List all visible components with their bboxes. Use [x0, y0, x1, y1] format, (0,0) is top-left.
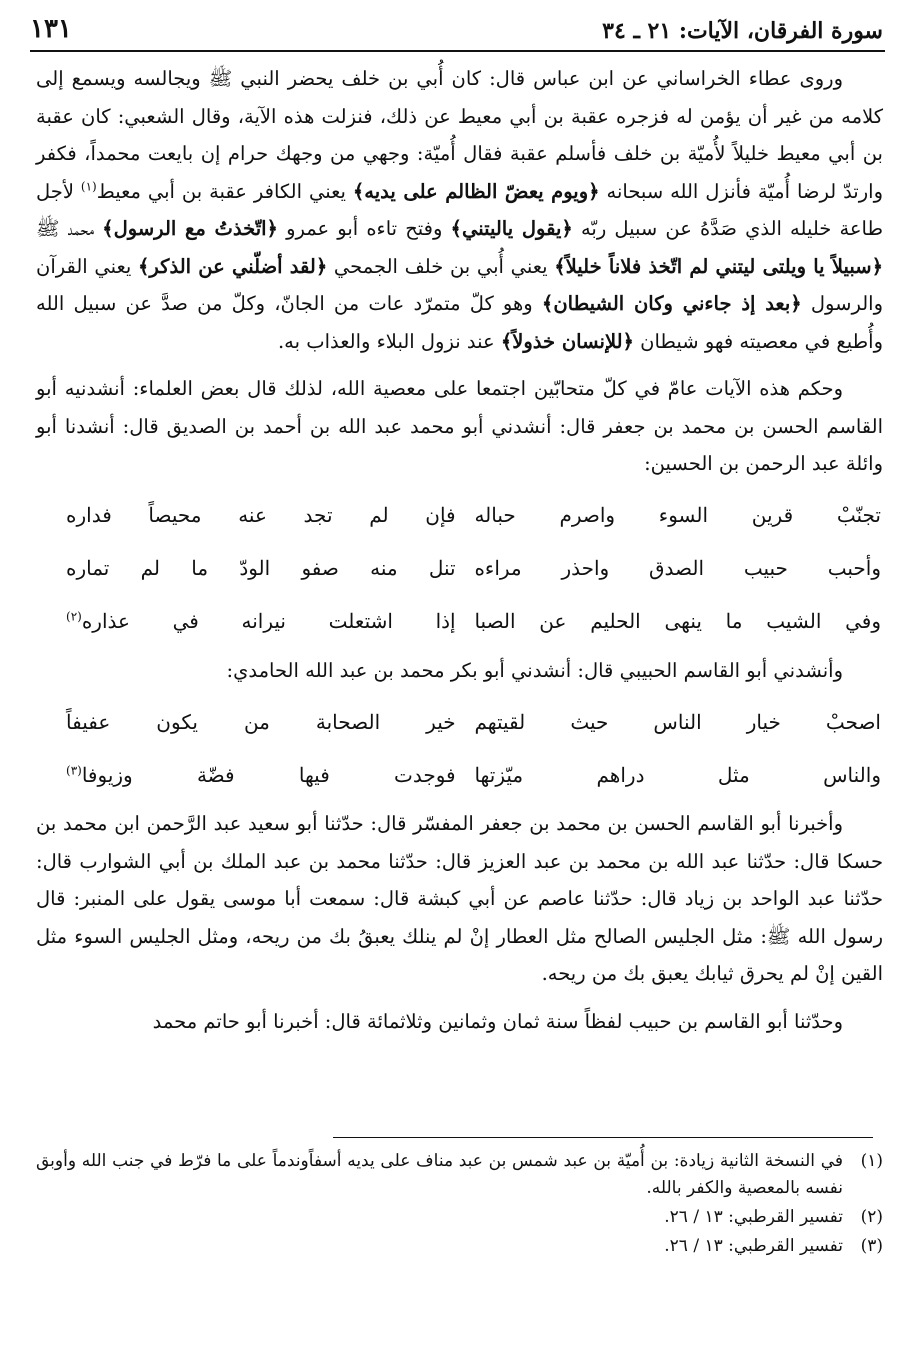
verse	[36, 595, 883, 648]
footnote-text: تفسير القرطبي: ١٣ / ٢٦.	[664, 1207, 843, 1227]
text-run: عند نزول البلاء والعذاب به.	[277, 329, 501, 353]
paragraph-2: وحكم هذه الآيات عامّ في كلّ متحابّين اجتمعا على معصية الله، لذلك قال بعض العلماء: أنشدنيه أبو القاسم الحسن بن محمد بن جعفر قال: أنشدني أبو محمد عبد الله بن أحمد بن الصديق قال: أنشدنا أبو وائلة عبد الرحمن بن الحسين:	[36, 377, 883, 475]
running-header	[30, 8, 883, 44]
footnote-marker: (٣)	[66, 762, 82, 777]
footnote-number: (٢)	[860, 1207, 883, 1227]
paragraph-4: وأخبرنا أبو القاسم الحسن بن محمد بن جعفر المفسّر قال: حدّثنا أبو سعيد عبد الرَّحمن ابن محمد بن حسكا قال: حدّثنا عبد الله بن محمد بن عبد العزيز قال: حدّثنا محمد بن عبد الملك بن أبي الشوارب قال: حدّثنا عبد الواحد بن زياد قال: حدّثنا عاصم عن أبي كبشة قال: سمعت أبا موسى يقول على المنبر: قال رسول الله ﷺ: مثل الجليس الصالح مثل العطار إنْ لم ينلك يعبقُ بك من ريحه، ومثل الجليس السوء مثل القين إنْ لم يحرق ثيابك يعبق بك من ريحه.	[36, 812, 883, 985]
footnote-number: (٣)	[860, 1236, 883, 1256]
footnote	[36, 1148, 883, 1202]
footnote-marker: (١)	[80, 179, 97, 193]
quran-quote: ﴿سبيلاً يا ويلتى ليتني لم اتّخذ فلاناً خليلاً﴾	[554, 254, 884, 278]
verse-first-hemistich: وأحبب حبيب الصدق واحذر مراءه	[474, 556, 881, 580]
verse-first-hemistich: والناس مثل دراهم ميّزتها	[474, 762, 881, 787]
verse-first-hemistich: تجنّبْ قرين السوء واصرم حباله	[474, 503, 881, 527]
footnote-rule	[333, 1137, 873, 1138]
footnote	[36, 1204, 883, 1231]
text-run: لأجل طاعة خليله الذي صَدَّهُ عن سبيل ربّه	[36, 179, 884, 240]
poem-2	[36, 695, 883, 801]
footnote-marker: (٢)	[66, 609, 82, 624]
footnote-text: في النسخة الثانية زيادة: بن أُميّة بن عبد شمس بن عبد مناف على يديه أسفاًوندماً على ما فرّط في جنب الله وأوبق نفسه بالمعصية والكفر بالله.	[36, 1151, 843, 1198]
footnote	[36, 1233, 883, 1260]
verse-second-hemistich: تنل منه صفو الودّ ما لم تماره	[66, 556, 456, 580]
text-run: وروى عطاء الخراساني عن ابن عباس قال: كان أُبي بن خلف يحضر النبي ﷺ ويجالسه ويسمع إلى كلامه من غير أن يؤمن له فزجره عقبة بن أبي معيط عن ذلك، فنزلت هذه الآية، وقال الشعبي: كان عقبة بن أبي معيط خليلاً لأُميّة بن خلف فأسلم عقبة فقال أُميّة: وجهي من وجهك حرام إن بايعت محمداً، فكفر وارتدّ لرضا أُميّة فأنزل الله سبحانه	[36, 67, 883, 203]
hemistich-text: فوجدت فيها فضّة وزيوفا	[81, 762, 456, 787]
running-title: سورة الفرقان، الآيات: ٢١ ـ ٣٤	[602, 18, 883, 44]
verse-first-hemistich: اصحبْ خيار الناس حيث لقيتهم	[474, 709, 881, 734]
verse-second-hemistich: فإن لم تجد عنه محيصاً فداره	[66, 503, 456, 527]
footnote-text: تفسير القرطبي: ١٣ / ٢٦.	[664, 1236, 843, 1256]
paragraph-1	[36, 60, 883, 360]
quran-quote: ﴿اتّخذتُ مع الرسول﴾	[102, 217, 278, 240]
verse	[36, 695, 883, 748]
hemistich-text: إذا اشتعلت نيرانه في عذاره	[81, 609, 456, 633]
text-run: يعني أُبي بن خلف الجمحي	[327, 254, 555, 278]
verse-second-hemistich: خير الصحابة من يكون عفيفاً	[66, 709, 456, 734]
poem-1	[36, 489, 883, 648]
text-run: يعني الكافر عقبة بن أبي معيط	[96, 179, 353, 203]
verse	[36, 489, 883, 542]
text-run: وفتح تاءه أبو عمرو	[277, 217, 451, 240]
verse-second-hemistich	[36, 609, 456, 633]
footnote-number: (١)	[860, 1151, 883, 1171]
footnotes	[36, 1148, 883, 1262]
main-text	[36, 60, 883, 1040]
quran-quote: ﴿لقد أضلّني عن الذكر﴾	[137, 254, 328, 278]
paragraph-5: وحدّثنا أبو القاسم بن حبيب لفظاً سنة ثمان وثمانين وثلاثمائة قال: أخبرنا أبو حاتم محمد	[152, 1009, 843, 1033]
quran-quote: ﴿بعد إذ جاءني وكان الشيطان﴾	[541, 292, 802, 315]
quran-quote: ﴿يقول ياليتني﴾	[450, 217, 573, 240]
text-run: وهو كلّ متمرّد عات من الجانّ، وكلّ من صدَّ عن سبيل الله وأُطيع في معصيته فهو شيطان	[36, 292, 883, 353]
quran-quote: ﴿للإنسان خذولاً﴾	[500, 329, 634, 353]
text-run: يعني القرآن والرسول	[36, 254, 883, 315]
verse-second-hemistich	[36, 763, 456, 787]
text-run: محمد ﷺ	[36, 217, 103, 240]
verse	[36, 748, 883, 801]
paragraph-3: وأنشدني أبو القاسم الحبيبي قال: أنشدني أبو بكر محمد بن عبد الله الحامدي:	[226, 658, 843, 682]
page-number: ١٣١	[30, 14, 72, 44]
verse-first-hemistich: وفي الشيب ما ينهى الحليم عن الصبا	[474, 609, 881, 633]
header-rule	[30, 50, 885, 52]
quran-quote: ﴿ويوم يعضّ الظالم على يديه﴾	[352, 179, 600, 203]
verse	[36, 542, 883, 595]
